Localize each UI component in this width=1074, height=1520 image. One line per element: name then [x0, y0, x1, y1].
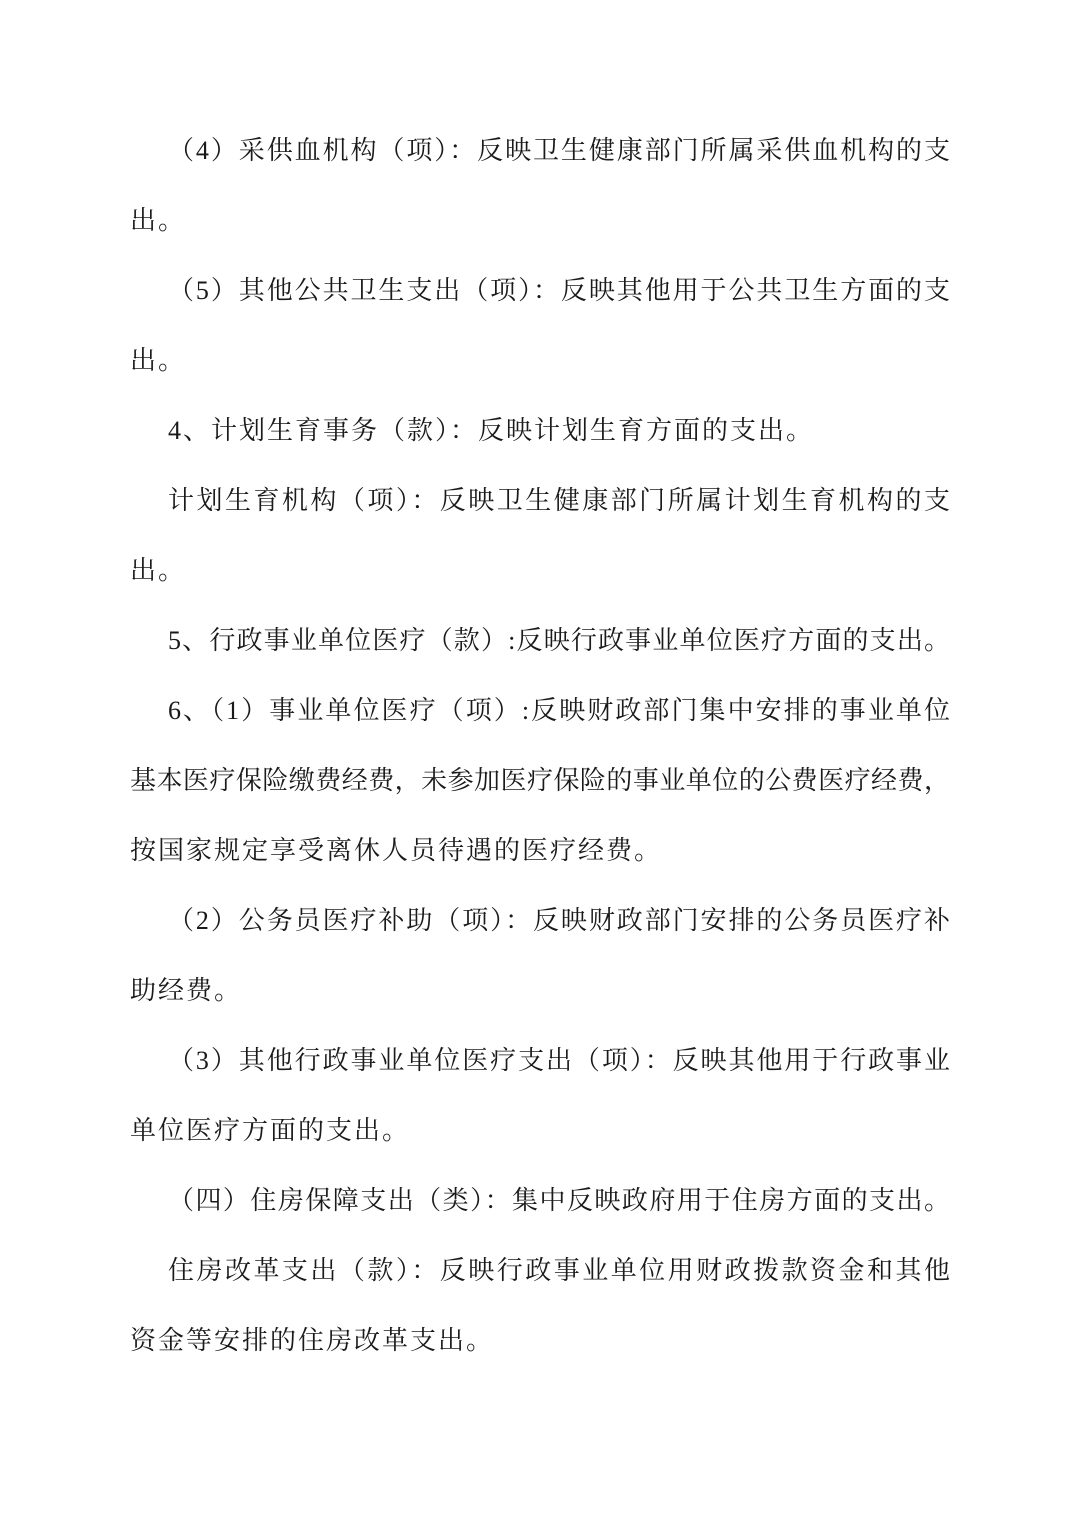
text-line: 基本医疗保险缴费经费，未参加医疗保险的事业单位的公费医疗经费，: [130, 766, 950, 795]
paragraph: [130, 886, 950, 1026]
text-line: 出。: [130, 346, 187, 375]
paragraph: [130, 1026, 950, 1166]
paragraph: [130, 116, 950, 256]
text-line: 计划生育机构（项）：反映卫生健康部门所属计划生育机构的支: [168, 486, 950, 515]
paragraph: [130, 1236, 950, 1376]
text-line: （四）住房保障支出（类）：集中反映政府用于住房方面的支出。: [168, 1186, 950, 1215]
document-body: [130, 116, 950, 1376]
text-line: 按国家规定享受离休人员待遇的医疗经费。: [130, 836, 663, 865]
paragraph: [130, 606, 950, 676]
text-line: 资金等安排的住房改革支出。: [130, 1326, 495, 1355]
text-line: （4）采供血机构（项）：反映卫生健康部门所属采供血机构的支: [168, 136, 950, 165]
text-line: （2）公务员医疗补助（项）：反映财政部门安排的公务员医疗补: [168, 906, 950, 935]
paragraph: [130, 676, 950, 886]
text-line: 6、（1）事业单位医疗（项）:反映财政部门集中安排的事业单位: [168, 696, 950, 725]
paragraph: [130, 396, 950, 466]
text-line: 单位医疗方面的支出。: [130, 1116, 411, 1145]
text-line: 出。: [130, 206, 187, 235]
text-line: 出。: [130, 556, 187, 585]
text-line: （5）其他公共卫生支出（项）：反映其他用于公共卫生方面的支: [168, 276, 950, 305]
paragraph: [130, 466, 950, 606]
text-line: 助经费。: [130, 976, 243, 1005]
text-line: 4、计划生育事务（款）：反映计划生育方面的支出。: [168, 416, 815, 445]
text-line: 5、行政事业单位医疗（款）:反映行政事业单位医疗方面的支出。: [168, 626, 950, 655]
paragraph: [130, 1166, 950, 1236]
text-line: （3）其他行政事业单位医疗支出（项）：反映其他用于行政事业: [168, 1046, 950, 1075]
text-line: 住房改革支出（款）：反映行政事业单位用财政拨款资金和其他: [168, 1256, 950, 1285]
paragraph: [130, 256, 950, 396]
